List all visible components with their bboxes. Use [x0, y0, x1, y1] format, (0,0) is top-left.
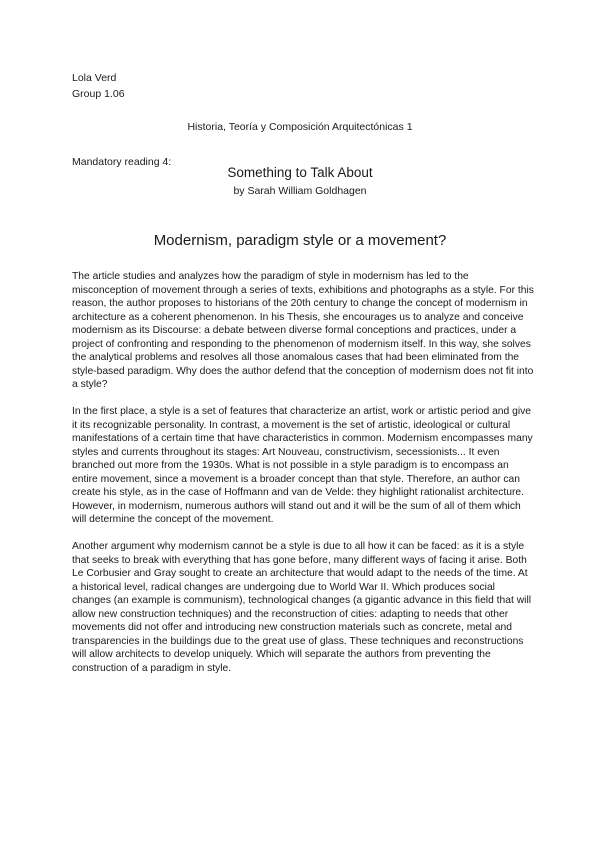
author-name: Lola Verd — [72, 72, 117, 84]
reading-author: by Sarah William Goldhagen — [233, 185, 367, 197]
author-block — [72, 70, 125, 102]
group-label: Group 1.06 — [72, 88, 125, 100]
reading-label: Mandatory reading 4: — [72, 156, 172, 168]
paragraph-3: Another argument why modernism cannot be a style is due to all how it can be faced: as it is a style that seeks to break with everything that has gone before, many different ways of facing it arise. Both Le Corbusier and Gray sought to create an architecture that would adapt to the needs of the time. At a historical level, radical changes are undergoing due to World War II. Which produces social changes (an example is communism), technological changes (a gigantic advance in this field that will allow new construction techniques) and the reconstruction of cities: adapting to needs that other movements did not offer and introducing new construction materials such as concrete, metal and transparencies in the buildings due to the great use of glass. These techniques and reconstructions will allow architects to develop uniquely. Which will separate the authors from preventing the construction of a paradigm in style. — [72, 541, 532, 674]
course-title: Historia, Teoría y Composición Arquitectónicas 1 — [187, 121, 413, 133]
reading-title: Something to Talk About — [227, 165, 373, 180]
essay-body — [72, 270, 534, 689]
paragraph-2: In the first place, a style is a set of features that characterize an artist, work or artistic period and give it its recognizable personality. In contrast, a movement is the set of artistic, ideological or cultural manifestations of a certain time that have characteristics in common. Modernism encompasses many styles and currents throughout its stages: Art Nouveau, constructivism, secessionists... It even branched out more from the 1930s. What is not possible in a style paradigm is to encompass an entire movement, since a movement is a broader concept than that style. Therefore, an author can create his style, as in the case of Hoffmann and van de Velde: they highlight rationalist architecture. However, in modernism, numerous authors will stand out and it will be the sum of all of them which will determine the concept of the movement. — [72, 406, 533, 525]
essay-heading: Modernism, paradigm style or a movement? — [153, 232, 447, 249]
paragraph-1: The article studies and analyzes how the paradigm of style in modernism has led to the misconception of movement through a series of texts, exhibitions and photographs as a style. For this reason, the author proposes to historians of the 20th century to change the concept of modernism in architecture as a coherent phenomenon. In his Thesis, she encourages us to analyze and conceive modernism as its Discourse: a debate between diverse formal conceptions and practices, under a project of confronting and responding to the phenomenon of modernism itself. In this way, she solves the analytical problems and resolves all those anomalous cases that had been eliminated from the style-based paradigm. Why does the author defend that the conception of modernism does not fit into a style? — [72, 271, 534, 390]
